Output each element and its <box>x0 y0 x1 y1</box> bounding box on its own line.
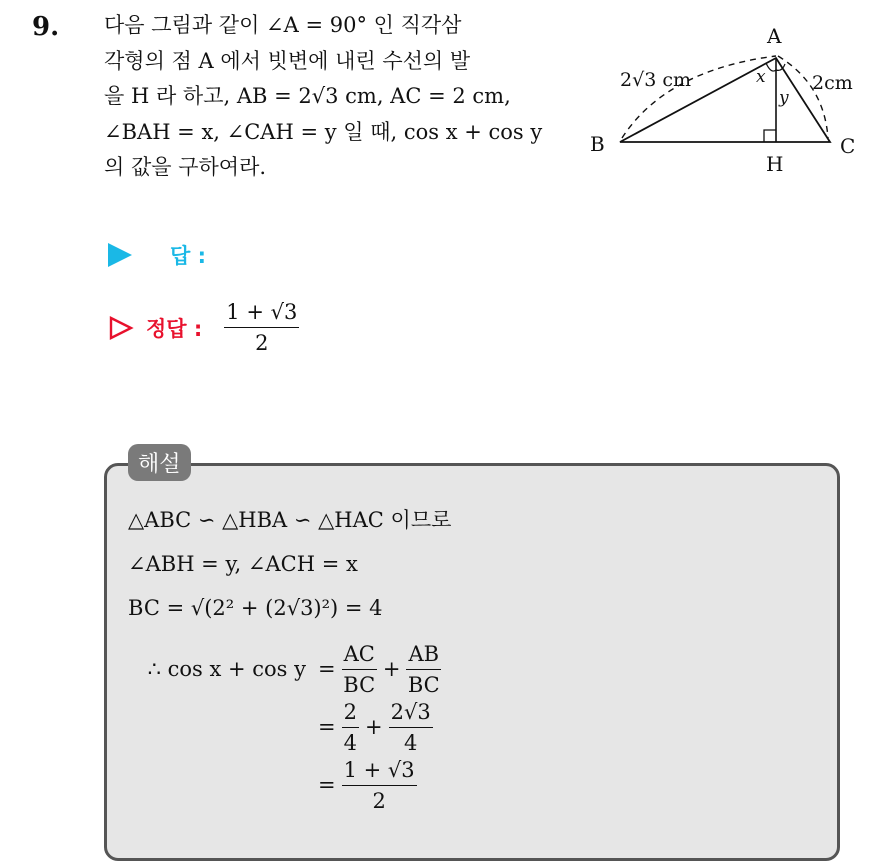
equation-lhs: ∴ cos x + cos y <box>147 657 306 681</box>
solution-line-1: △ABC ∽ △HBA ∽ △HAC 이므로 <box>128 508 452 532</box>
fraction-denominator: 2 <box>372 788 386 813</box>
question-line-5: 의 값을 구하여라. <box>104 155 267 179</box>
correct-answer-fraction <box>224 300 299 355</box>
equation-row-2 <box>128 698 441 756</box>
equals-sign: = <box>318 657 336 681</box>
fraction-numerator: 2 <box>342 700 359 728</box>
correct-answer-numerator: 1 + √3 <box>224 300 299 328</box>
question-line-2: 각형의 점 A 에서 빗변에 내린 수선의 발 <box>104 48 471 73</box>
question-line-1: 다음 그림과 같이 ∠A = 90° 인 직각삼 <box>104 13 462 37</box>
label-ab-length: 2√3 cm <box>620 69 691 91</box>
label-x: x <box>756 67 766 87</box>
fraction-denominator: 4 <box>343 730 357 755</box>
fraction-2root3-4 <box>389 700 433 755</box>
angle-x-arc <box>766 63 776 71</box>
fraction-numerator: 2√3 <box>389 700 433 728</box>
correct-answer-row <box>108 300 299 355</box>
question-number: 9. <box>32 12 60 42</box>
plus-sign: + <box>382 657 401 681</box>
question-line-4: ∠BAH = x, ∠CAH = y 일 때, cos x + cos y <box>104 119 543 144</box>
fraction-denominator: 4 <box>403 730 418 755</box>
label-h: H <box>766 152 784 176</box>
label-c: C <box>840 134 856 158</box>
equals-sign: = <box>318 773 336 797</box>
question-text <box>104 8 574 186</box>
correct-answer-label: 정답 : <box>146 316 203 341</box>
fraction-ac-bc <box>342 642 377 697</box>
label-a: A <box>767 24 782 48</box>
fraction-denominator: BC <box>343 672 376 697</box>
solution-line-3: BC = √(2² + (2√3)²) = 4 <box>128 596 383 620</box>
triangle-diagram <box>586 16 862 186</box>
label-b: B <box>590 132 605 156</box>
label-y: y <box>779 88 789 108</box>
solution-equations <box>128 640 441 814</box>
plus-sign: + <box>364 715 383 739</box>
fraction-numerator: AC <box>342 642 377 670</box>
play-triangle-icon <box>108 243 132 267</box>
question-line-3: 을 H 라 하고, AB = 2√3 cm, AC = 2 cm, <box>104 84 511 108</box>
fraction-denominator: BC <box>407 672 440 697</box>
fraction-result <box>342 758 417 813</box>
equation-row-1 <box>128 640 441 698</box>
answer-row <box>108 240 206 270</box>
triangle-figure <box>586 16 862 186</box>
fraction-ab-bc <box>406 642 441 697</box>
fraction-2-4 <box>342 700 359 755</box>
solution-text <box>128 498 451 630</box>
fraction-numerator: 1 + √3 <box>342 758 417 786</box>
outline-triangle-icon <box>108 315 134 341</box>
solution-line-2: ∠ABH = y, ∠ACH = x <box>128 552 358 576</box>
label-ac-length: 2cm <box>812 72 853 94</box>
fraction-numerator: AB <box>406 642 441 670</box>
right-angle-mark <box>764 130 776 142</box>
solution-tag: 해설 <box>128 444 191 481</box>
equals-sign: = <box>318 715 336 739</box>
equation-row-3 <box>128 756 441 814</box>
correct-answer-denominator: 2 <box>255 331 269 355</box>
answer-label: 답 : <box>170 244 206 268</box>
